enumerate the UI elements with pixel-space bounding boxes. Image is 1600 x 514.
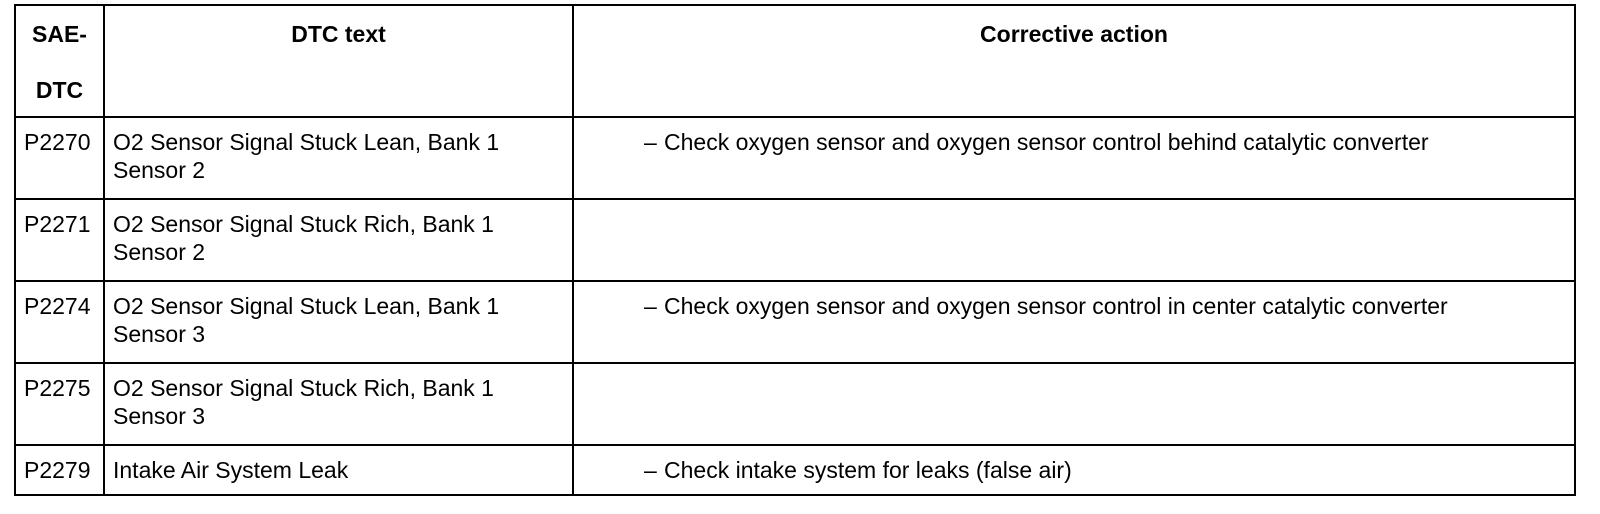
dtc-text-cell: Intake Air System Leak: [104, 445, 573, 495]
table-row: [15, 363, 1575, 445]
dtc-code-cell: P2270: [15, 117, 104, 199]
corrective-action-cell: [573, 281, 1575, 363]
dtc-text-cell: O2 Sensor Signal Stuck Lean, Bank 1 Sensor 2: [104, 117, 573, 199]
corrective-action-cell: [573, 363, 1575, 445]
dtc-text-cell: O2 Sensor Signal Stuck Rich, Bank 1 Sensor 2: [104, 199, 573, 281]
header-corrective-action: Corrective action: [573, 5, 1575, 117]
corrective-action-cell: [573, 117, 1575, 199]
dtc-text-cell: O2 Sensor Signal Stuck Rich, Bank 1 Sensor 3: [104, 363, 573, 445]
dtc-table-container: [14, 4, 1576, 496]
table-row: [15, 445, 1575, 495]
corrective-action-cell: [573, 199, 1575, 281]
action-item: [644, 456, 1554, 484]
header-dtc-text: DTC text: [104, 5, 573, 117]
table-row: [15, 281, 1575, 363]
dtc-text-cell: O2 Sensor Signal Stuck Lean, Bank 1 Sensor 3: [104, 281, 573, 363]
table-row: [15, 199, 1575, 281]
dtc-code-cell: P2275: [15, 363, 104, 445]
dtc-code-cell: P2271: [15, 199, 104, 281]
action-text: Check oxygen sensor and oxygen sensor control behind catalytic converter: [664, 129, 1429, 155]
dtc-code-cell: P2279: [15, 445, 104, 495]
header-sae-dtc: [15, 5, 104, 117]
action-item: [644, 128, 1554, 156]
action-item: [644, 292, 1554, 320]
action-text: Check intake system for leaks (false air): [664, 457, 1072, 483]
dtc-code-cell: P2274: [15, 281, 104, 363]
action-text: Check oxygen sensor and oxygen sensor control in center catalytic converter: [664, 293, 1448, 319]
dash-bullet: –: [644, 293, 657, 319]
header-sae-dtc-line1: SAE-: [32, 21, 87, 47]
header-sae-dtc-line2: DTC: [35, 77, 84, 103]
dash-bullet: –: [644, 457, 657, 483]
dtc-table: [14, 4, 1576, 496]
table-row: [15, 117, 1575, 199]
corrective-action-cell: [573, 445, 1575, 495]
dash-bullet: –: [644, 129, 657, 155]
table-header-row: [15, 5, 1575, 117]
